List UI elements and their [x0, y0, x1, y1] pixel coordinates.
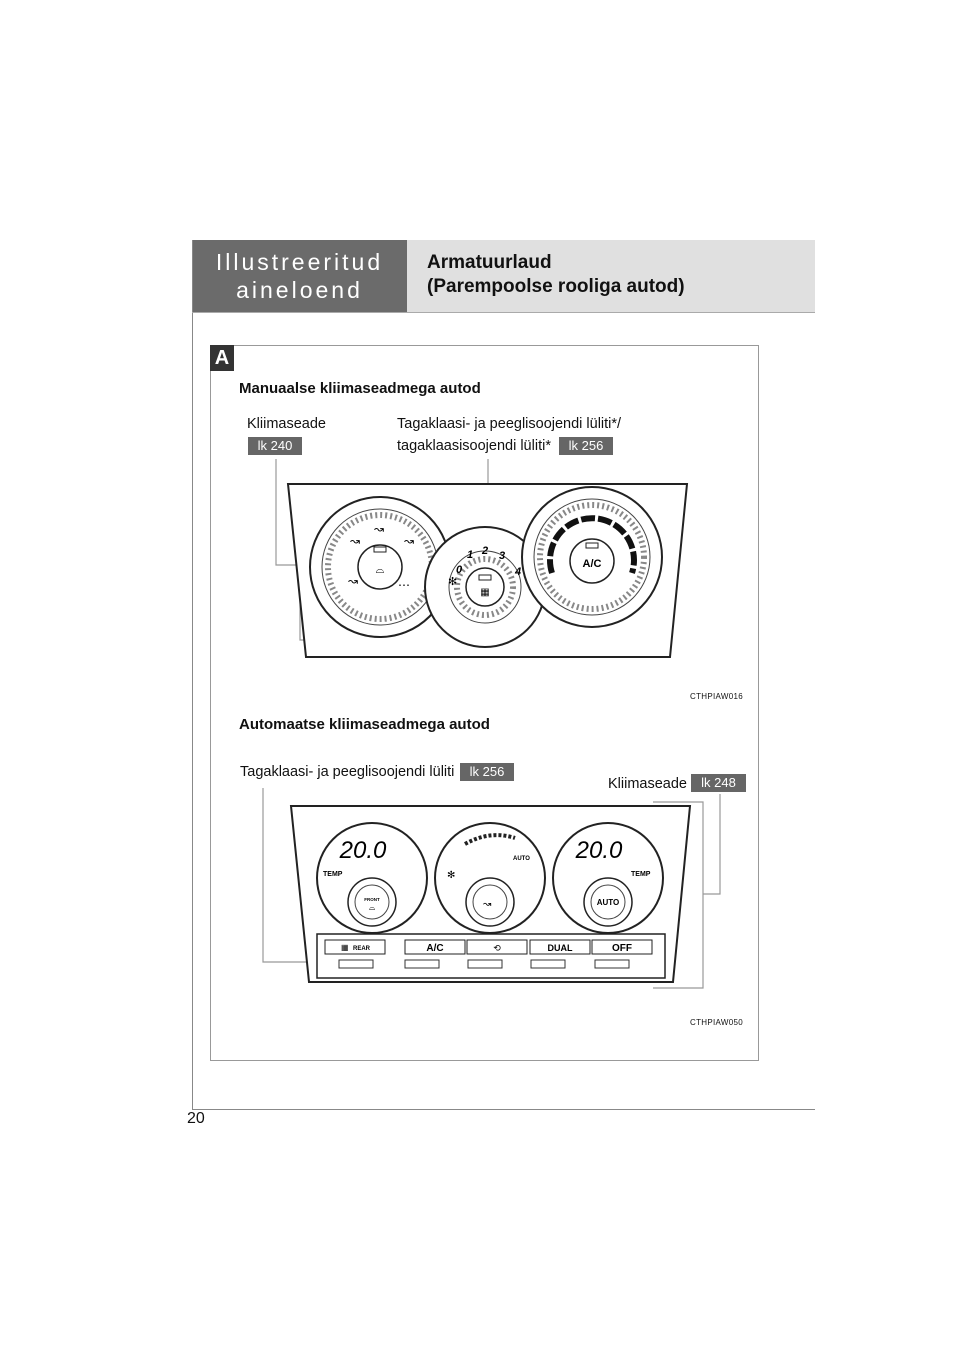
dual-button-label: DUAL — [547, 943, 573, 953]
auto-button-label: AUTO — [596, 898, 620, 907]
rear-button-label: REAR — [353, 946, 371, 952]
automatic-climate-label: Kliimaseade — [608, 776, 687, 792]
airflow-face-icon: ↝ — [350, 534, 361, 548]
page-title — [407, 240, 815, 312]
airflow-feet-icon: ↝ — [404, 534, 415, 548]
recirculation-icon: ⟲ — [493, 943, 501, 953]
manual-defog-label-line1: Tagaklaasi- ja peeglisoojendi lüliti*/ — [397, 416, 622, 432]
manual-climate-panel-illustration — [270, 455, 700, 665]
manual-climate-ref-badge[interactable]: lk 240 — [248, 437, 302, 455]
center-auto-label: AUTO — [513, 856, 530, 862]
manual-defog-label-line2: tagaklaasisoojendi lüliti* — [397, 438, 551, 454]
manual-defog-ref-badge[interactable]: lk 256 — [559, 437, 613, 455]
page-title-line2: (Parempoolse rooliga autod) — [427, 276, 685, 297]
airflow-bilevel-icon: ↝ — [374, 522, 385, 536]
footer-divider — [192, 1109, 815, 1110]
manual-subtitle: Manuaalse kliimaseadmega autod — [239, 380, 481, 397]
page-title-line1: Armatuurlaud — [427, 252, 552, 273]
automatic-defog-ref-badge[interactable]: lk 256 — [460, 763, 514, 781]
airflow-mode-icon: ↝ — [483, 899, 492, 910]
airflow-dial — [522, 487, 662, 627]
defroster-icon: ⋯ — [398, 578, 410, 592]
section-title-line2: aineloend — [236, 277, 363, 303]
fan-scale-1: 1 — [467, 549, 474, 561]
section-title-line1: Illustreeritud — [215, 249, 384, 275]
manual-image-code: CTHPIAW016 — [690, 692, 743, 701]
front-defroster-label: FRONT — [364, 897, 380, 902]
fan-icon-auto: ✻ — [447, 870, 456, 881]
right-temperature-display: 20.0 — [575, 837, 623, 864]
fan-scale-3: 3 — [499, 550, 506, 562]
temp-label-left: TEMP — [323, 871, 343, 878]
automatic-defog-label: Tagaklaasi- ja peeglisoojendi lüliti — [240, 764, 455, 780]
temp-label-right: TEMP — [631, 871, 651, 878]
header-divider — [192, 312, 815, 313]
front-defroster-icon: ⌓ — [368, 903, 376, 912]
windshield-icon: ⌓ — [375, 564, 385, 576]
automatic-subtitle: Automaatse kliimaseadmega autod — [239, 716, 490, 733]
section-marker: A — [210, 345, 234, 371]
automatic-climate-panel-illustration — [255, 780, 725, 995]
off-button-label: OFF — [612, 943, 632, 954]
automatic-climate-ref-badge[interactable]: lk 248 — [691, 774, 746, 792]
ac-button-label: A/C — [582, 558, 602, 570]
manual-climate-label: Kliimaseade — [247, 416, 326, 432]
left-temperature-display: 20.0 — [339, 837, 387, 864]
page-number: 20 — [187, 1110, 205, 1127]
rear-defogger-icon-auto: ▦ — [341, 943, 349, 952]
fan-icon: ✻ — [448, 576, 458, 588]
page-margin-line — [192, 240, 193, 1110]
automatic-image-code: CTHPIAW050 — [690, 1018, 743, 1027]
rear-defogger-icon: ▦ — [480, 587, 490, 598]
fan-scale-0: 0 — [456, 564, 463, 576]
fan-scale-2: 2 — [482, 545, 489, 557]
fan-scale-4: 4 — [515, 566, 522, 578]
airflow-floor-icon: ↝ — [348, 574, 359, 588]
section-title — [192, 240, 407, 312]
ac-button-label-auto: A/C — [426, 943, 444, 954]
